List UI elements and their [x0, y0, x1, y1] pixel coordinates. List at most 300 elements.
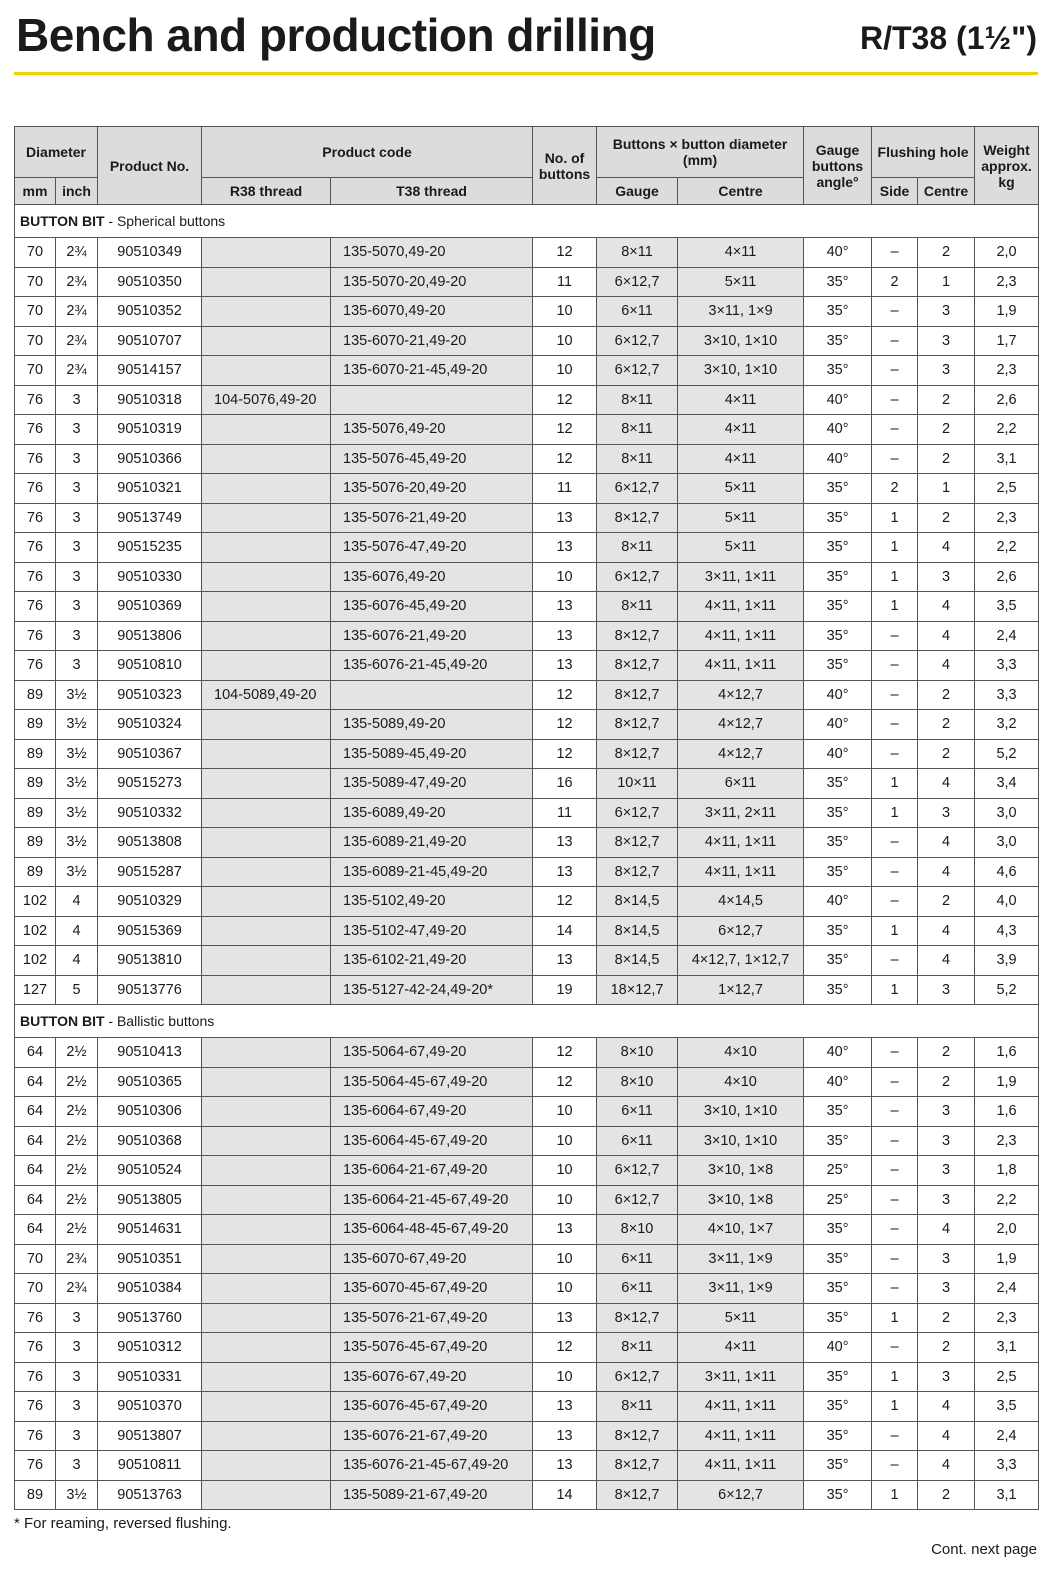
table-cell: 104-5076,49-20 [202, 385, 331, 415]
table-cell: 4×11, 1×11 [678, 828, 804, 858]
table-cell: 6×12,7 [597, 1185, 678, 1215]
table-cell: 8×12,7 [597, 1480, 678, 1510]
table-cell: 13 [533, 1303, 597, 1333]
table-cell: – [872, 238, 918, 268]
table-cell: 5×11 [678, 503, 804, 533]
table-cell: 3 [56, 1392, 98, 1422]
table-cell [202, 1097, 331, 1127]
table-cell: 1,6 [975, 1038, 1039, 1068]
table-cell: 1,9 [975, 297, 1039, 327]
table-cell: 35° [804, 828, 872, 858]
table-cell: 64 [15, 1097, 56, 1127]
table-cell: 89 [15, 1480, 56, 1510]
table-cell: 90510366 [98, 444, 202, 474]
table-cell [202, 887, 331, 917]
table-cell: 10 [533, 297, 597, 327]
table-cell: 3½ [56, 680, 98, 710]
table-cell [202, 1392, 331, 1422]
table-cell: 90513749 [98, 503, 202, 533]
table-cell: 35° [804, 533, 872, 563]
table-cell [202, 1333, 331, 1363]
section-title [15, 1005, 1039, 1038]
table-cell: 3×10, 1×8 [678, 1156, 804, 1186]
table-row [15, 356, 1039, 386]
table-row [15, 297, 1039, 327]
table-cell: 90510349 [98, 238, 202, 268]
table-cell: 8×11 [597, 592, 678, 622]
table-cell: 2¾ [56, 297, 98, 327]
table-cell: 11 [533, 474, 597, 504]
table-row [15, 828, 1039, 858]
table-cell: 35° [804, 592, 872, 622]
table-cell: 3½ [56, 798, 98, 828]
table-cell: 2½ [56, 1038, 98, 1068]
table-cell: 3 [56, 1421, 98, 1451]
table-cell: 3×10, 1×10 [678, 1097, 804, 1127]
table-cell: 89 [15, 798, 56, 828]
table-cell: 3×10, 1×10 [678, 326, 804, 356]
table-cell: 4 [918, 857, 975, 887]
table-cell: 3 [918, 975, 975, 1005]
table-cell: 6×12,7 [678, 1480, 804, 1510]
table-cell: 1 [918, 267, 975, 297]
table-cell: 12 [533, 385, 597, 415]
table-cell: 5,2 [975, 739, 1039, 769]
table-row [15, 651, 1039, 681]
table-cell: 14 [533, 916, 597, 946]
table-cell: 90510368 [98, 1126, 202, 1156]
table-row [15, 415, 1039, 445]
table-cell: 135-6089-21-45,49-20 [331, 857, 533, 887]
table-cell [202, 1421, 331, 1451]
table-cell: 90510370 [98, 1392, 202, 1422]
table-cell: 2,2 [975, 1185, 1039, 1215]
table-cell: 90510330 [98, 562, 202, 592]
table-cell [202, 1038, 331, 1068]
table-cell: 135-6076,49-20 [331, 562, 533, 592]
table-cell: 3,1 [975, 1333, 1039, 1363]
table-cell: 2¾ [56, 267, 98, 297]
table-cell: 35° [804, 651, 872, 681]
table-cell: 1 [872, 592, 918, 622]
table-cell: 2¾ [56, 356, 98, 386]
table-cell [202, 1244, 331, 1274]
table-cell: 127 [15, 975, 56, 1005]
table-cell: 90510332 [98, 798, 202, 828]
table-cell: 104-5089,49-20 [202, 680, 331, 710]
table-cell: 5 [56, 975, 98, 1005]
table-cell: – [872, 1333, 918, 1363]
table-cell: 135-5089-45,49-20 [331, 739, 533, 769]
table-row [15, 1244, 1039, 1274]
table-cell [202, 739, 331, 769]
table-cell: 4 [918, 1392, 975, 1422]
table-cell: 135-5064-45-67,49-20 [331, 1067, 533, 1097]
table-cell: 40° [804, 385, 872, 415]
table-cell: 6×12,7 [597, 267, 678, 297]
table-cell: 135-6076-45,49-20 [331, 592, 533, 622]
table-cell: 135-5089,49-20 [331, 710, 533, 740]
table-cell: 64 [15, 1067, 56, 1097]
table-cell: – [872, 828, 918, 858]
table-cell [202, 1215, 331, 1245]
table-cell: 90510323 [98, 680, 202, 710]
table-row [15, 1303, 1039, 1333]
table-cell: 40° [804, 680, 872, 710]
table-cell: 70 [15, 356, 56, 386]
table-cell: 4×11 [678, 385, 804, 415]
table-cell: 8×12,7 [597, 857, 678, 887]
header-weight: Weight approx. kg [975, 127, 1039, 205]
table-row [15, 739, 1039, 769]
table-cell: 35° [804, 916, 872, 946]
table-cell: – [872, 1097, 918, 1127]
table-cell: 35° [804, 857, 872, 887]
table-cell: 8×11 [597, 444, 678, 474]
table-cell: 3 [918, 1126, 975, 1156]
table-cell: 135-6102-21,49-20 [331, 946, 533, 976]
table-cell: – [872, 1274, 918, 1304]
table-cell: 4×11, 1×11 [678, 1392, 804, 1422]
table-cell: 12 [533, 1067, 597, 1097]
table-cell: 135-5102,49-20 [331, 887, 533, 917]
header-inch: inch [56, 178, 98, 205]
table-row [15, 503, 1039, 533]
table-cell: 135-6076-21-45-67,49-20 [331, 1451, 533, 1481]
table-cell: 102 [15, 946, 56, 976]
table-cell: 25° [804, 1185, 872, 1215]
table-cell: 4 [56, 887, 98, 917]
table-cell: 3,3 [975, 1451, 1039, 1481]
table-cell: 2 [918, 739, 975, 769]
table-row [15, 680, 1039, 710]
table-cell: 135-6076-21-67,49-20 [331, 1421, 533, 1451]
table-cell: 35° [804, 474, 872, 504]
table-cell: 8×11 [597, 533, 678, 563]
table-cell: 4×11 [678, 1333, 804, 1363]
table-cell: 3½ [56, 739, 98, 769]
table-cell: 19 [533, 975, 597, 1005]
table-cell: 3 [56, 621, 98, 651]
table-cell: 3½ [56, 857, 98, 887]
table-cell: 90510318 [98, 385, 202, 415]
table-cell: 10 [533, 1362, 597, 1392]
table-cell: 135-5076-45,49-20 [331, 444, 533, 474]
table-cell: 14 [533, 1480, 597, 1510]
table-row [15, 1451, 1039, 1481]
table-cell: 89 [15, 680, 56, 710]
header-buttons-diameter: Buttons × button diameter (mm) [597, 127, 804, 178]
table-cell: 64 [15, 1215, 56, 1245]
table-cell: 10 [533, 1126, 597, 1156]
table-cell: 2 [918, 238, 975, 268]
table-cell: 35° [804, 769, 872, 799]
table-cell: 35° [804, 1097, 872, 1127]
table-cell [331, 680, 533, 710]
table-row [15, 444, 1039, 474]
table-cell: 12 [533, 415, 597, 445]
table-row [15, 267, 1039, 297]
table-cell: 3 [56, 474, 98, 504]
table-cell: 8×12,7 [597, 710, 678, 740]
table-cell [202, 326, 331, 356]
table-body [15, 205, 1039, 1510]
table-cell: 135-5076-21,49-20 [331, 503, 533, 533]
table-cell: 3½ [56, 828, 98, 858]
table-cell: 90510331 [98, 1362, 202, 1392]
table-cell [202, 651, 331, 681]
table-row [15, 1097, 1039, 1127]
table-cell: 90510811 [98, 1451, 202, 1481]
table-cell: 3½ [56, 1480, 98, 1510]
table-cell: 35° [804, 326, 872, 356]
table-cell: 3 [56, 592, 98, 622]
table-cell: 6×12,7 [597, 326, 678, 356]
table-cell: 40° [804, 710, 872, 740]
table-cell: 76 [15, 562, 56, 592]
table-cell: 40° [804, 1067, 872, 1097]
table-cell: 90510352 [98, 297, 202, 327]
table-cell: 4 [918, 621, 975, 651]
table-cell [202, 857, 331, 887]
table-cell: 90513810 [98, 946, 202, 976]
table-cell: 35° [804, 798, 872, 828]
table-cell: 2,3 [975, 1303, 1039, 1333]
table-cell: 76 [15, 1362, 56, 1392]
table-cell: 13 [533, 1421, 597, 1451]
table-row [15, 1392, 1039, 1422]
table-cell: 8×12,7 [597, 828, 678, 858]
table-cell: 4×11, 1×11 [678, 857, 804, 887]
section-row [15, 205, 1039, 238]
section-title-rest: - Ballistic buttons [104, 1013, 215, 1029]
table-cell: 70 [15, 297, 56, 327]
table-cell: 90510524 [98, 1156, 202, 1186]
table-cell: 2½ [56, 1067, 98, 1097]
table-cell: 8×11 [597, 385, 678, 415]
header-flushing-hole: Flushing hole [872, 127, 975, 178]
table-cell: 4 [918, 828, 975, 858]
table-cell: 3 [918, 562, 975, 592]
table-cell: 90513776 [98, 975, 202, 1005]
table-cell: 3,0 [975, 828, 1039, 858]
table-cell: 13 [533, 946, 597, 976]
table-cell: 2½ [56, 1156, 98, 1186]
table-cell: 13 [533, 621, 597, 651]
table-cell: 4 [918, 592, 975, 622]
table-cell: 76 [15, 533, 56, 563]
table-cell: 8×14,5 [597, 946, 678, 976]
table-cell: 90514631 [98, 1215, 202, 1245]
table-cell: 12 [533, 1038, 597, 1068]
table-cell: – [872, 857, 918, 887]
table-cell: 6×12,7 [678, 916, 804, 946]
table-cell: 35° [804, 1362, 872, 1392]
table-cell: 3,5 [975, 592, 1039, 622]
table-cell: 3 [918, 798, 975, 828]
header-gauge: Gauge [597, 178, 678, 205]
table-row [15, 1362, 1039, 1392]
table-cell [202, 1303, 331, 1333]
table-cell: – [872, 326, 918, 356]
table-cell: 2¾ [56, 238, 98, 268]
table-cell: 135-6076-67,49-20 [331, 1362, 533, 1392]
table-row [15, 1126, 1039, 1156]
table-row [15, 857, 1039, 887]
table-cell: 70 [15, 1274, 56, 1304]
table-cell: 6×11 [597, 1274, 678, 1304]
table-cell: 5×11 [678, 267, 804, 297]
table-cell [202, 267, 331, 297]
table-cell: 3 [918, 1185, 975, 1215]
table-cell: – [872, 1244, 918, 1274]
table-cell [202, 592, 331, 622]
table-cell [202, 1451, 331, 1481]
table-cell: 35° [804, 1480, 872, 1510]
table-cell: 1 [872, 1303, 918, 1333]
table-cell: 90510413 [98, 1038, 202, 1068]
table-cell: 135-5089-21-67,49-20 [331, 1480, 533, 1510]
table-cell: 1 [872, 1362, 918, 1392]
table-cell: 135-6089-21,49-20 [331, 828, 533, 858]
table-cell: 10 [533, 1274, 597, 1304]
table-cell: 3,5 [975, 1392, 1039, 1422]
table-cell: 3 [56, 1451, 98, 1481]
table-cell: 4 [56, 916, 98, 946]
table-cell: 76 [15, 592, 56, 622]
table-cell [202, 769, 331, 799]
table-cell: 135-5076-47,49-20 [331, 533, 533, 563]
table-cell: 12 [533, 444, 597, 474]
table-cell: 40° [804, 1038, 872, 1068]
table-cell: 4×12,7 [678, 680, 804, 710]
table-cell: 40° [804, 444, 872, 474]
table-cell [202, 562, 331, 592]
header-t38: T38 thread [331, 178, 533, 205]
table-cell: 135-6064-67,49-20 [331, 1097, 533, 1127]
table-cell: 90513763 [98, 1480, 202, 1510]
table-cell: 1 [872, 769, 918, 799]
table-cell: – [872, 887, 918, 917]
table-cell: 40° [804, 415, 872, 445]
table-cell: 13 [533, 1392, 597, 1422]
table-cell: 3,3 [975, 680, 1039, 710]
title-rule [14, 72, 1038, 75]
table-cell: 1,9 [975, 1067, 1039, 1097]
table-cell: 8×12,7 [597, 651, 678, 681]
table-cell: 76 [15, 415, 56, 445]
table-cell: 135-6076-21,49-20 [331, 621, 533, 651]
table-row [15, 975, 1039, 1005]
header-centre: Centre [678, 178, 804, 205]
table-cell: 64 [15, 1126, 56, 1156]
table-cell: 12 [533, 1333, 597, 1363]
table-cell: 102 [15, 887, 56, 917]
table-cell: 35° [804, 1215, 872, 1245]
table-cell: 5×11 [678, 1303, 804, 1333]
table-cell: 2,0 [975, 238, 1039, 268]
table-cell: 2 [918, 1480, 975, 1510]
table-cell: 3×11, 2×11 [678, 798, 804, 828]
table-cell: 3,2 [975, 710, 1039, 740]
table-cell: 11 [533, 798, 597, 828]
table-cell: 70 [15, 326, 56, 356]
table-cell: 8×10 [597, 1038, 678, 1068]
table-cell: 89 [15, 739, 56, 769]
table-cell: 4,0 [975, 887, 1039, 917]
table-cell: 10 [533, 1097, 597, 1127]
table-cell: 4,3 [975, 916, 1039, 946]
table-cell: 1 [872, 503, 918, 533]
table-cell: 2¾ [56, 326, 98, 356]
table-row [15, 474, 1039, 504]
table-cell: 5×11 [678, 533, 804, 563]
table-cell: 135-6070-21-45,49-20 [331, 356, 533, 386]
table-cell: 1,8 [975, 1156, 1039, 1186]
table-cell: 90513806 [98, 621, 202, 651]
table-cell: 3 [918, 1274, 975, 1304]
table-cell: 90510306 [98, 1097, 202, 1127]
table-cell: 4×11 [678, 444, 804, 474]
table-cell [331, 385, 533, 415]
table-cell: 90514157 [98, 356, 202, 386]
table-cell: 90510384 [98, 1274, 202, 1304]
table-cell: 76 [15, 1451, 56, 1481]
table-cell: 76 [15, 444, 56, 474]
table-cell: 4×12,7, 1×12,7 [678, 946, 804, 976]
table-cell: 1 [872, 562, 918, 592]
table-cell: – [872, 415, 918, 445]
table-cell: – [872, 444, 918, 474]
table-row [15, 238, 1039, 268]
table-cell: – [872, 1067, 918, 1097]
table-cell: – [872, 710, 918, 740]
table-cell: 2 [918, 1067, 975, 1097]
table-row [15, 1067, 1039, 1097]
table-cell: 2 [918, 444, 975, 474]
table-cell: 35° [804, 1303, 872, 1333]
table-cell: 35° [804, 946, 872, 976]
table-cell: 90515287 [98, 857, 202, 887]
table-cell: 90515369 [98, 916, 202, 946]
table-cell: 4 [918, 1451, 975, 1481]
table-row [15, 1185, 1039, 1215]
table-cell: 135-5076-20,49-20 [331, 474, 533, 504]
table-cell: 3,0 [975, 798, 1039, 828]
section-title-bold: BUTTON BIT [20, 1013, 105, 1029]
table-cell: 3×11, 1×9 [678, 1244, 804, 1274]
table-cell: 40° [804, 739, 872, 769]
table-cell: 2¾ [56, 1274, 98, 1304]
table-cell: 3 [56, 1333, 98, 1363]
table-cell: 3 [918, 1362, 975, 1392]
table-cell: 135-5076-45-67,49-20 [331, 1333, 533, 1363]
table-cell: 90510324 [98, 710, 202, 740]
table-cell: 35° [804, 503, 872, 533]
table-cell: 2 [872, 267, 918, 297]
table-cell: – [872, 680, 918, 710]
table-cell: 2 [918, 680, 975, 710]
table-row [15, 946, 1039, 976]
table-row [15, 385, 1039, 415]
table-row [15, 1333, 1039, 1363]
table-cell: 10 [533, 326, 597, 356]
table-cell [202, 533, 331, 563]
table-cell: 2,4 [975, 1274, 1039, 1304]
table-cell: 2,4 [975, 621, 1039, 651]
table-cell: 8×12,7 [597, 739, 678, 769]
table-cell: 35° [804, 1274, 872, 1304]
